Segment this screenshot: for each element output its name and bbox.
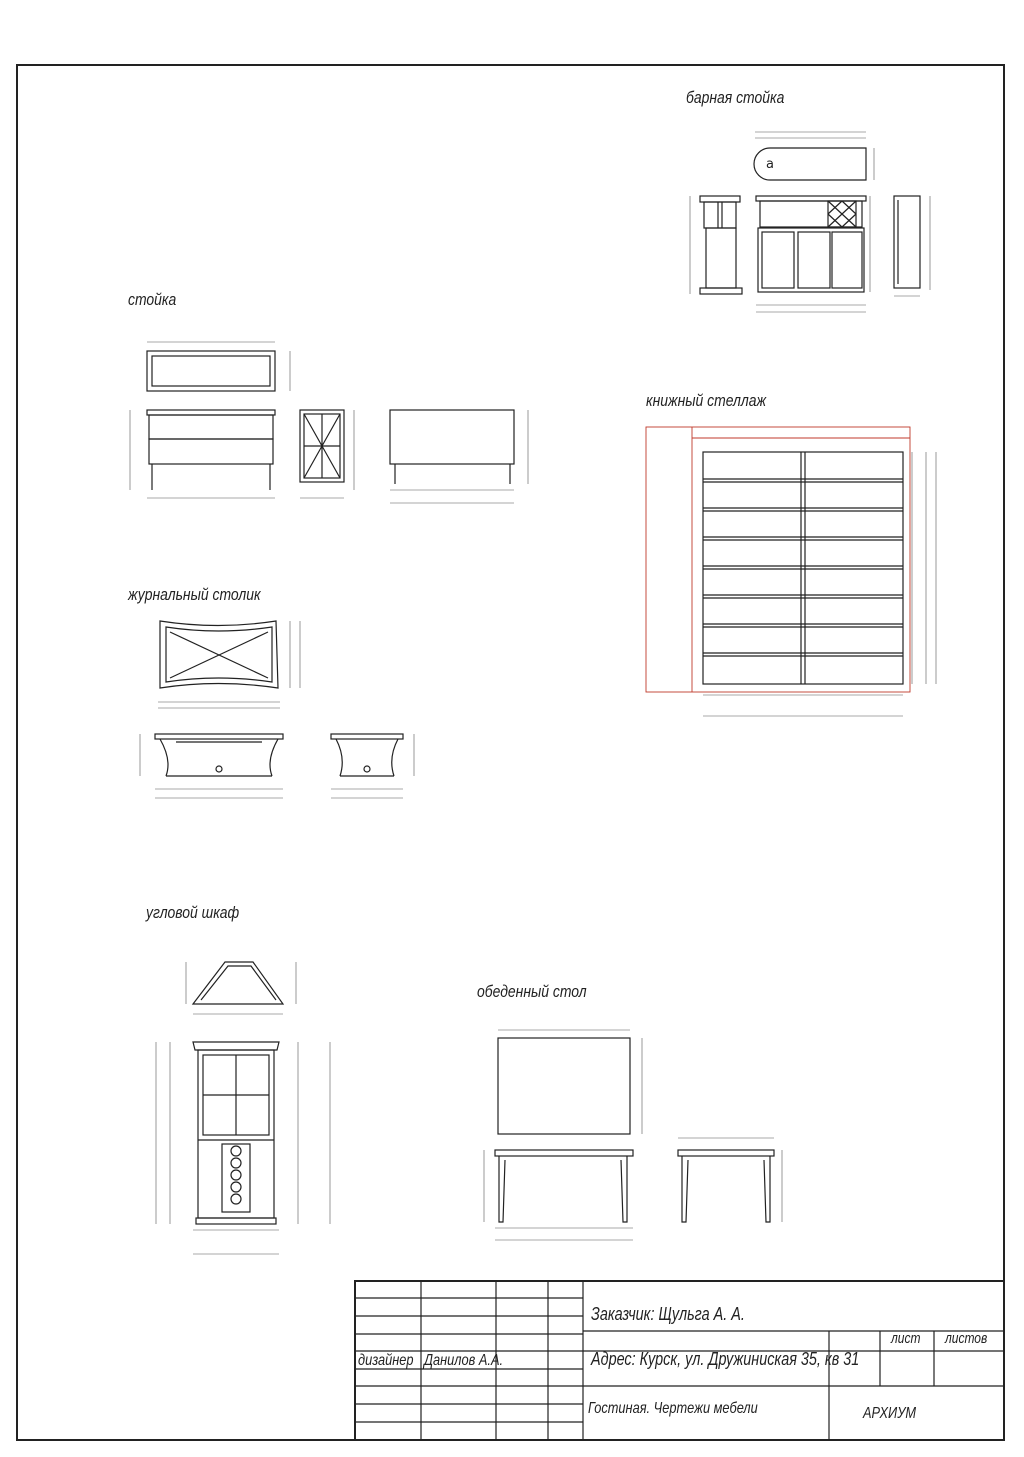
- coffee-table-drawing: [140, 621, 414, 798]
- drawing-name-text: Гостиная. Чертежи мебели: [588, 1400, 758, 1417]
- dining-table-drawing: [484, 1030, 782, 1240]
- coffee-table-title: журнальный столик: [128, 585, 261, 604]
- sheets-label: листов: [945, 1330, 988, 1347]
- company-name: АРХИУМ: [863, 1405, 917, 1422]
- sheet-frame: [17, 65, 1004, 1440]
- dining-table-title: обеденный стол: [477, 982, 587, 1001]
- designer-label: дизайнер: [358, 1352, 414, 1369]
- bookcase-title: книжный стеллаж: [646, 391, 767, 410]
- address-text: Адрес: Курск, ул. Дружиниская 35, кв 31: [591, 1349, 860, 1369]
- corner-cabinet-title: угловой шкаф: [146, 903, 240, 922]
- corner-cabinet-drawing: [156, 962, 330, 1254]
- bookcase-drawing: [646, 427, 936, 716]
- stand-title: стойка: [128, 290, 177, 309]
- bar-counter-title: барная стойка: [686, 88, 785, 107]
- customer-text: Заказчик: Щульга А. А.: [591, 1304, 745, 1324]
- bar-counter-drawing: [690, 132, 930, 312]
- designer-name: Данилов А.А.: [424, 1352, 504, 1369]
- sheet-label: лист: [891, 1330, 921, 1347]
- stand-drawing: [130, 342, 528, 503]
- svg-text:a: a: [766, 157, 774, 172]
